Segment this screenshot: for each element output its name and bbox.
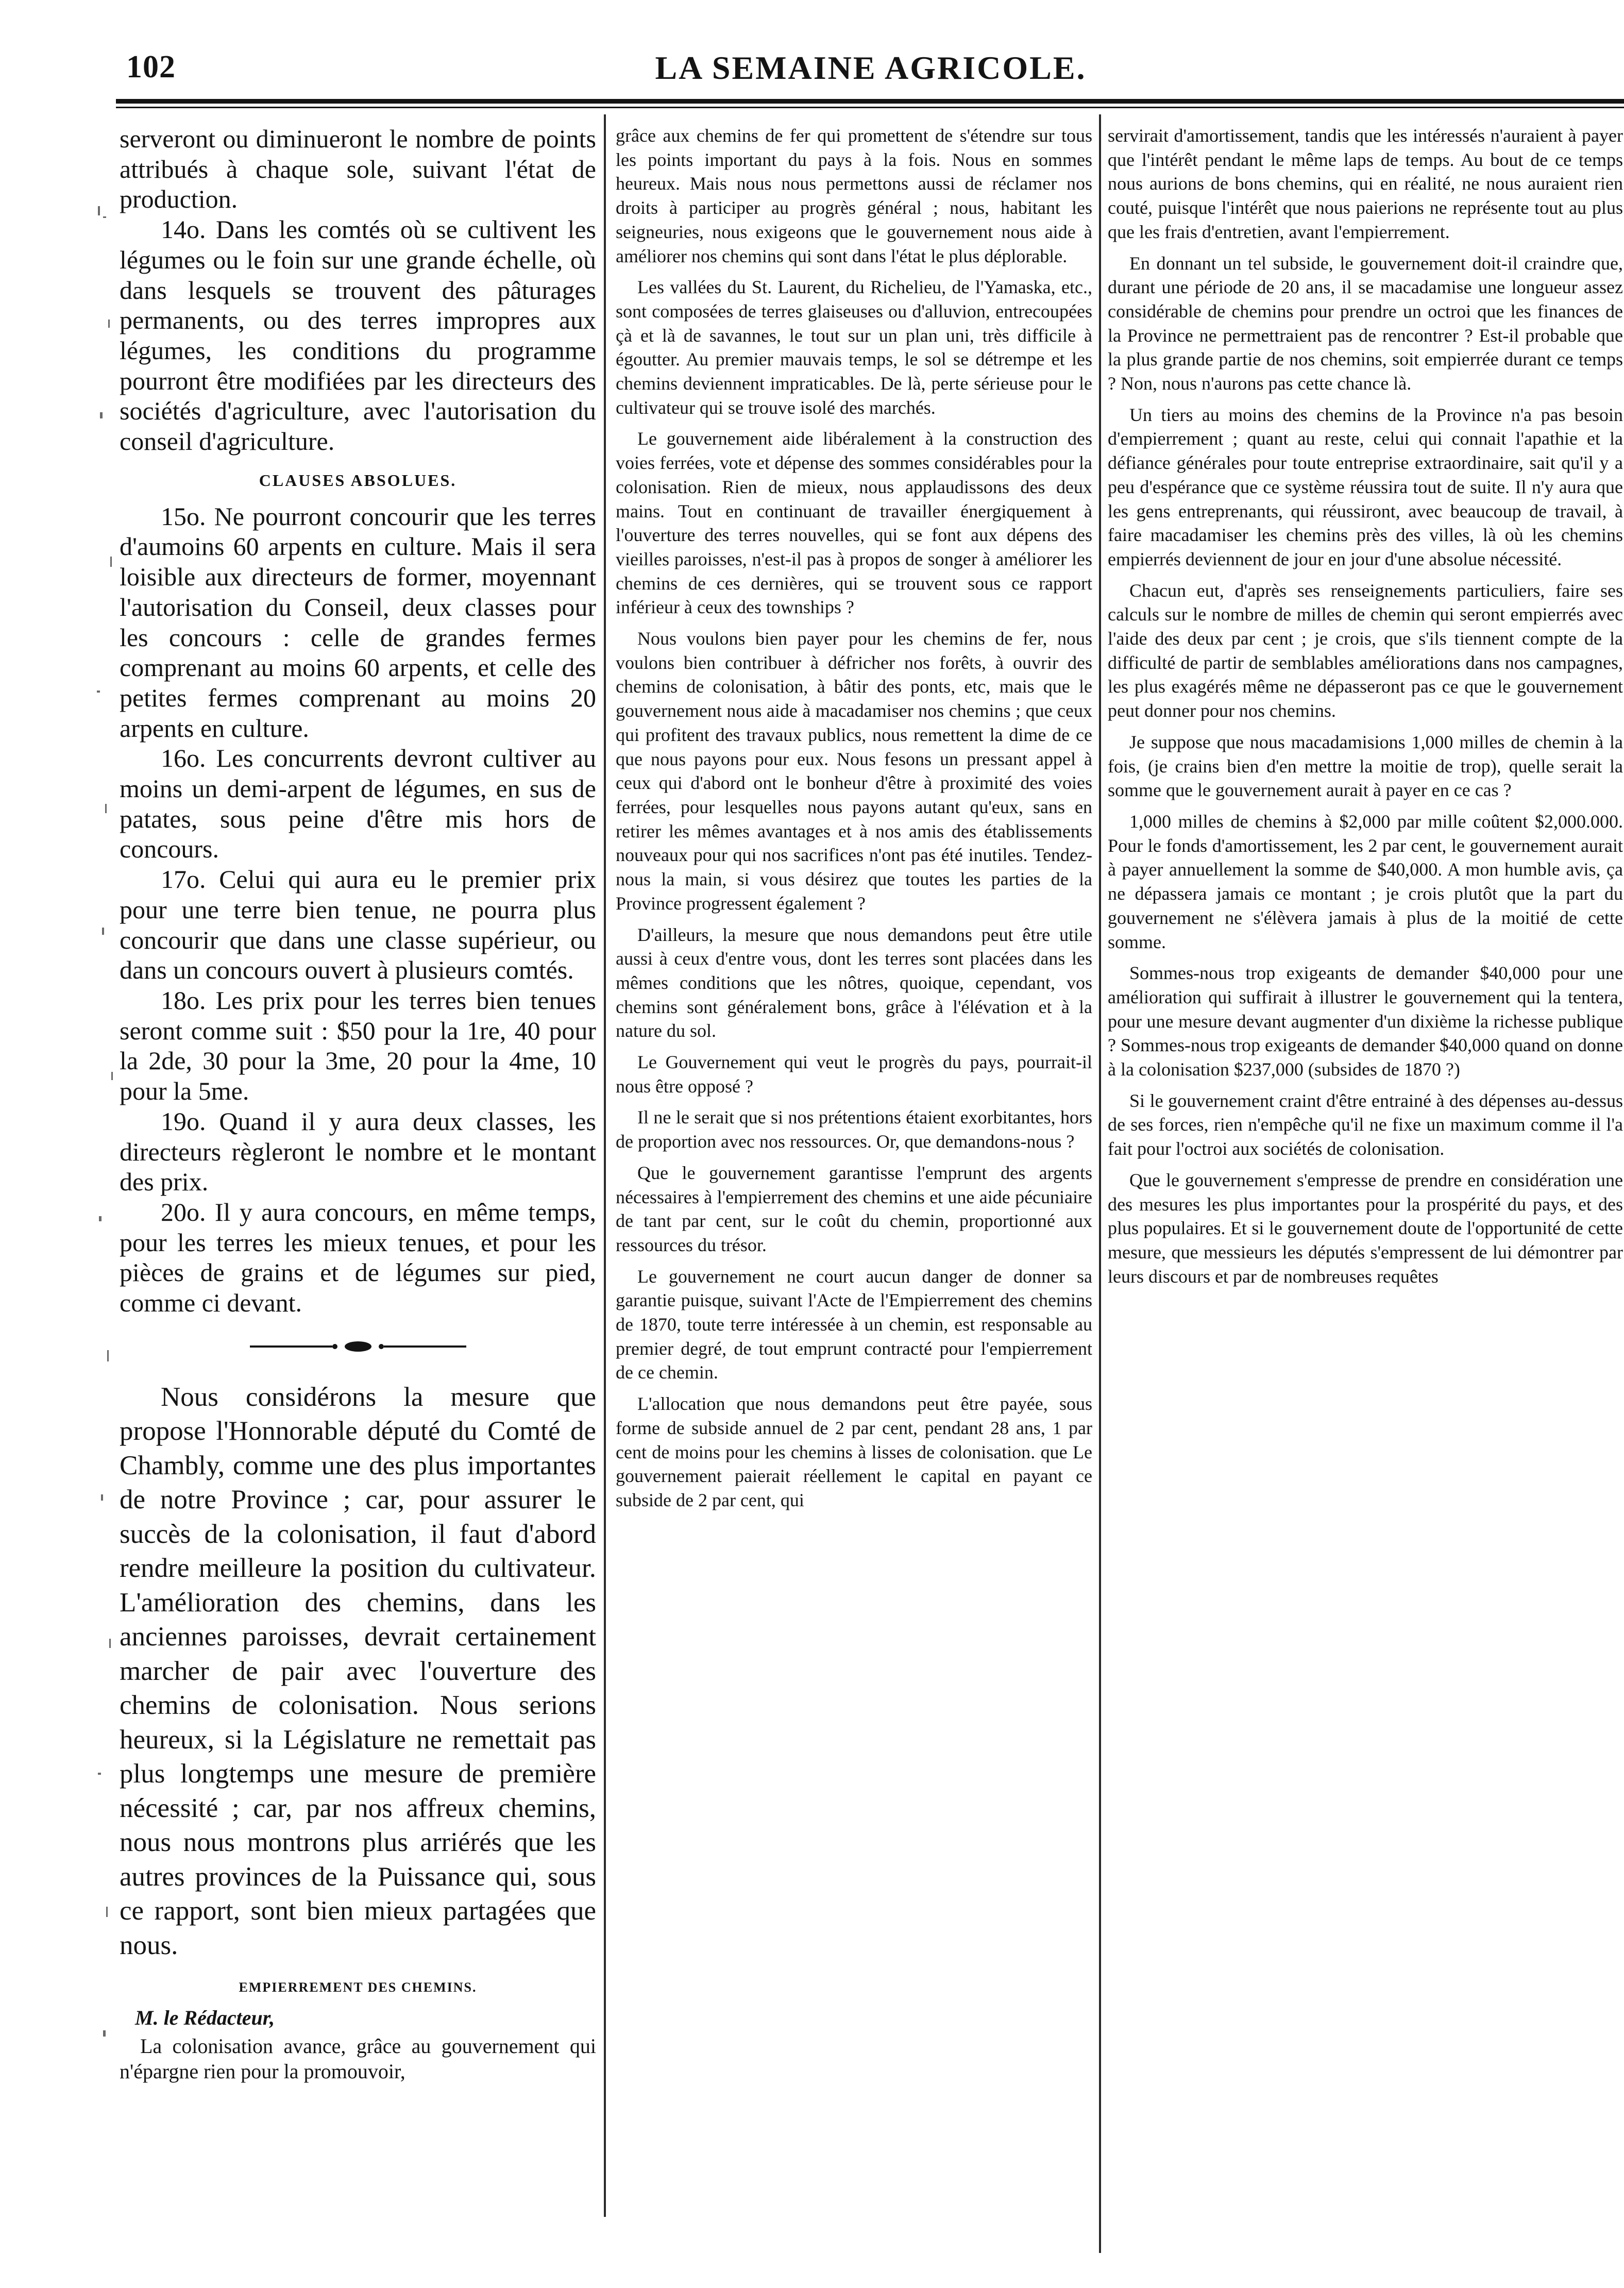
col1-paragraph-2: 14o. Dans les comtés où se cultivent les légumes ou le foin sur une grande échelle, où dans lesquels se trouvent des pâturages permanents, ou des terres impropres aux légumes, les conditions du programme pourront être modifiées par les directeurs des sociétés d'agriculture, avec l'autorisation du conseil d'agriculture. (120, 215, 596, 456)
col1-paragraph-1: serveront ou diminueront le nombre de points attribués à chaque sole, suivant l'état de production. (120, 124, 596, 214)
col1-paragraph-6: 18o. Les prix pour les terres bien tenues seront comme suit : $50 pour la 1re, 40 pour la 2de, 30 pour la 3me, 20 pour la 4me, 10 pour la 5me. (120, 985, 596, 1106)
col3-paragraph-1: servirait d'amortissement, tandis que les intéressés n'auraient à payer que l'intérêt pendant le même laps de temps. Au bout de ce temps nous aurions de bons chemins, qui en réalité, ne nous auraient rien couté, puisque l'intérêt que nous paierions ne représente tout au plus que les frais d'entretien, avant l'empierrement. (1108, 125, 1623, 242)
col2-paragraph-10: L'allocation que nous demandons peut être payée, sous forme de subside annuel de 2 par cent, pendant 28 ans, 1 par cent de moins pour les chemins à lisses de colonisation. que Le gouvernement paierait réellement le capital en payant ce subside de 2 par cent, qui (616, 1393, 1092, 1510)
col1-editorial-paragraph: Nous considérons la mesure que propose l'Honnorable député du Comté de Chambly, comme une des plus importantes de notre Province ; car, pour assurer le succès de la colonisation, il faut d'abord rendre meilleure la position du cultivateur. L'amélioration des chemins, dans les anciennes paroisses, devrait certainement marcher de pair avec l'ouverture des chemins de colonisation. Nous serions heureux, si la Législature ne remettait pas plus longtemps une mesure de première nécessité ; car, par nos affreux chemins, nous nous montrons plus arriérés que les autres provinces de la Puissance qui, sous ce rapport, sont bien mieux partagées que nous. (120, 1382, 596, 1960)
col3-paragraph-9: Que le gouvernement s'empresse de prendre en considération une des mesures les plus importantes pour la prospérité du pays, et des plus populaires. Et si le gouvernement doute de l'opportunité de cette mesure, que messieurs les députés s'empressent de lui démontrer par leurs discours et par de nombreuses requêtes (1108, 1169, 1623, 1287)
col1-paragraph-4: 16o. Les concurrents devront cultiver au moins un demi-arpent de légumes, en sus de patates, sous peine d'être mis hors de concours. (120, 744, 596, 864)
col1-paragraph-8: 20o. Il y aura concours, en même temps, pour les terres les mieux tenues, et pour les pièces de grains et de légumes sur pied, comme ci devant. (120, 1197, 596, 1318)
col2-paragraph-9: Le gouvernement ne court aucun danger de donner sa garantie puisque, suivant l'Acte de l'Empierrement des chemins de 1870, toute terre intéressée à un chemin, est responsable au premier degré, de tout emprunt contracté pour l'empierrement de ce chemin. (616, 1266, 1092, 1383)
ornamental-divider (120, 1339, 596, 1354)
column-3 (1108, 124, 1623, 2288)
margin-speckle-marks (93, 196, 124, 2154)
page-number: 102 (126, 49, 176, 85)
column-1 (120, 124, 596, 2257)
running-head (116, 49, 1624, 98)
col1-paragraph-3: 15o. Ne pourront concourir que les terres d'aumoins 60 arpents en culture. Mais il sera loisible aux directeurs de former, moyennant l'autorisation du Conseil, deux classes pour les concours : celle de grandes fermes comprenant au moins 60 arpents, et celle des petites fermes comprenant au moins 20 arpents en culture. (120, 501, 596, 743)
col1-letter-paragraph: La colonisation avance, grâce au gouvernement qui n'épargne rien pour la promouvoir, (120, 2034, 596, 2083)
col1-paragraph-5: 17o. Celui qui aura eu le premier prix pour une terre bien tenue, ne pourra plus concourir que dans une classe supérieur, ou dans un concours ouvert à plusieurs comtés. (120, 865, 596, 985)
col2-paragraph-8: Que le gouvernement garantisse l'emprunt des argents nécessaires à l'empierrement des chemins et une aide pécuniaire de tant par cent, sur le coût du chemin, proportionné aux ressources du trésor. (616, 1162, 1092, 1255)
letter-salutation: M. le Rédacteur, (135, 2006, 275, 2030)
col2-paragraph-4: Nous voulons bien payer pour les chemins de fer, nous voulons bien contribuer à défricher nos forêts, à ouvrir des chemins de colonisation, à bâtir des ponts, etc, mais que le gouvernement nous aide à macadamiser nos chemins ; que ceux qui profitent des travaux publics, nous remettent la dime de ce que nous payons pour eux. Nous fesons un pressant appel à ceux qui d'abord ont le bonheur d'être à proximité des voies ferrées, pour lesquelles nous payons autant qu'eux, sans en retirer les mêmes avantages et à nos amis des établissements nouveaux pour qui nos sacrifices n'ont pas été inutiles. Tendez-nous la main, si vous désirez que toutes les parties de la Province progressent également ? (616, 628, 1092, 914)
column-divider-1 (604, 114, 606, 2217)
header-rule-thin (116, 107, 1624, 108)
col3-paragraph-7: Sommes-nous trop exigeants de demander $40,000 pour une amélioration qui suffirait à illustrer le gouvernement qui la tentera, pour une mesure devant augmenter d'un dixième la richesse publique ? Sommes-nous trop exigeants de demander $40,000 quand on donne à la colonisation $237,000 (subsides de 1870 ?) (1108, 963, 1623, 1080)
col3-paragraph-4: Chacun eut, d'après ses renseignements particuliers, faire ses calculs sur le nombre de milles de chemin qui seront empierrés avec l'aide des deux par cent ; je crois, que s'ils tiennent compte de la difficulté de partir de semblables améliorations dans nos campagnes, les plus exagérés même ne dépasseront pas ce que le gouvernement peut donner pour nos chemins. (1108, 580, 1623, 721)
col3-paragraph-5: Je suppose que nous macadamisions 1,000 milles de chemin à la fois, (je crains bien d'en mettre la moitie de trop), quelle serait la somme que le gouvernement aurait à payer en ce cas ? (1108, 731, 1623, 801)
col2-paragraph-2: Les vallées du St. Laurent, du Richelieu, de l'Yamaska, etc., sont composées de terres glaiseuses ou d'alluvion, entrecoupées çà et là de savannes, le tout sur un plan uni, très difficile à égoutter. Au premier mauvais temps, le sol se détrempe et les chemins deviennent impraticables. De là, perte sérieuse pour le cultivateur qui se trouve isolé des marchés. (616, 277, 1092, 418)
col2-paragraph-3: Le gouvernement aide libéralement à la construction des voies ferrées, vote et dépense des sommes considérables pour la colonisation. Rien de mieux, nous applaudissons des deux mains. Tout en continuant de travailler énergiquement à l'ouverture des terres nouvelles, qui se font aux dépens des vieilles paroisses, n'est-il pas à propos de songer à améliorer les chemins de ces dernières, qui se trouvent sous ce rapport inférieur à ceux des townships ? (616, 428, 1092, 618)
col3-paragraph-3: Un tiers au moins des chemins de la Province n'a pas besoin d'empierrement ; quant au reste, celui qui connait l'apathie et la défiance générales pour toute entreprise extraordinaire, sait qu'il y a peu d'espérance que ce système réussira tout de suite. Il n'y aura que les gens entreprenants, qui réussiront, avec beaucoup de travail, à faire macadamiser les chemins près des villes, là où les chemins empierrés deviennent de jour en jour d'une absolue nécessité. (1108, 404, 1623, 569)
column-divider-2 (1099, 114, 1101, 2253)
header-rule-thick (116, 99, 1624, 104)
col3-paragraph-8: Si le gouvernement craint d'être entrainé à des dépenses au-dessus de ses forces, rien n'empêche qu'il ne fixe un maximum comme il l'a fait pour l'octroi aux sociétés de colonisation. (1108, 1090, 1623, 1159)
section-heading-clauses: CLAUSES ABSOLUES. (259, 470, 457, 490)
col2-paragraph-6: Le Gouvernement qui veut le progrès du pays, pourrait-il nous être opposé ? (616, 1052, 1092, 1097)
col2-paragraph-7: Il ne le serait que si nos prétentions étaient exorbitantes, hors de proportion avec nos ressources. Or, que demandons-nous ? (616, 1107, 1092, 1152)
col3-paragraph-2: En donnant un tel subside, le gouvernement doit-il craindre que, durant une période de 20 ans, il se macadamise une longueur assez considérable de chemins pour prendre un octroi que les finances de la Province ne permettraient pas de rencontrer ? Est-il probable que la plus grande partie de nos chemins, soit empierrée durant ce temps ? Non, nous n'aurons pas cette chance là. (1108, 253, 1623, 394)
col2-paragraph-5: D'ailleurs, la mesure que nous demandons peut être utile aussi à ceux d'entre vous, dont les terres sont placées dans les mêmes conditions que les nôtres, quoique, cependant, vos chemins sont généralement bons, grâce à l'élévation et à la nature du sol. (616, 924, 1092, 1041)
journal-title: LA SEMAINE AGRICOLE. (655, 49, 1087, 86)
column-2 (616, 124, 1092, 2288)
section-heading-empierrement: EMPIERREMENT DES CHEMINS. (239, 1980, 477, 1995)
col1-paragraph-7: 19o. Quand il y aura deux classes, les directeurs règleront le nombre et le montant des prix. (120, 1106, 596, 1197)
col3-paragraph-6: 1,000 milles de chemins à $2,000 par mille coûtent $2,000.000. Pour le fonds d'amortissement, les 2 par cent, le gouvernement aurait à payer annuellement la somme de $40,000. A mon humble avis, ça ne dépassera jamais ce montant ; je crois plutôt que la part du gouvernement ne s'élèvera jamais à plus de la moitié de cette somme. (1108, 811, 1623, 952)
col2-paragraph-1: grâce aux chemins de fer qui promettent de s'étendre sur tous les points important du pays à la fois. Nous en sommes heureux. Mais nous nous permettons aussi de réclamer nos droits à participer au progrès général ; nous, habitant les seigneuries, nous exigeons que le gouvernement nous aide à améliorer nos chemins qui sont dans l'état le plus déplorable. (616, 125, 1092, 266)
